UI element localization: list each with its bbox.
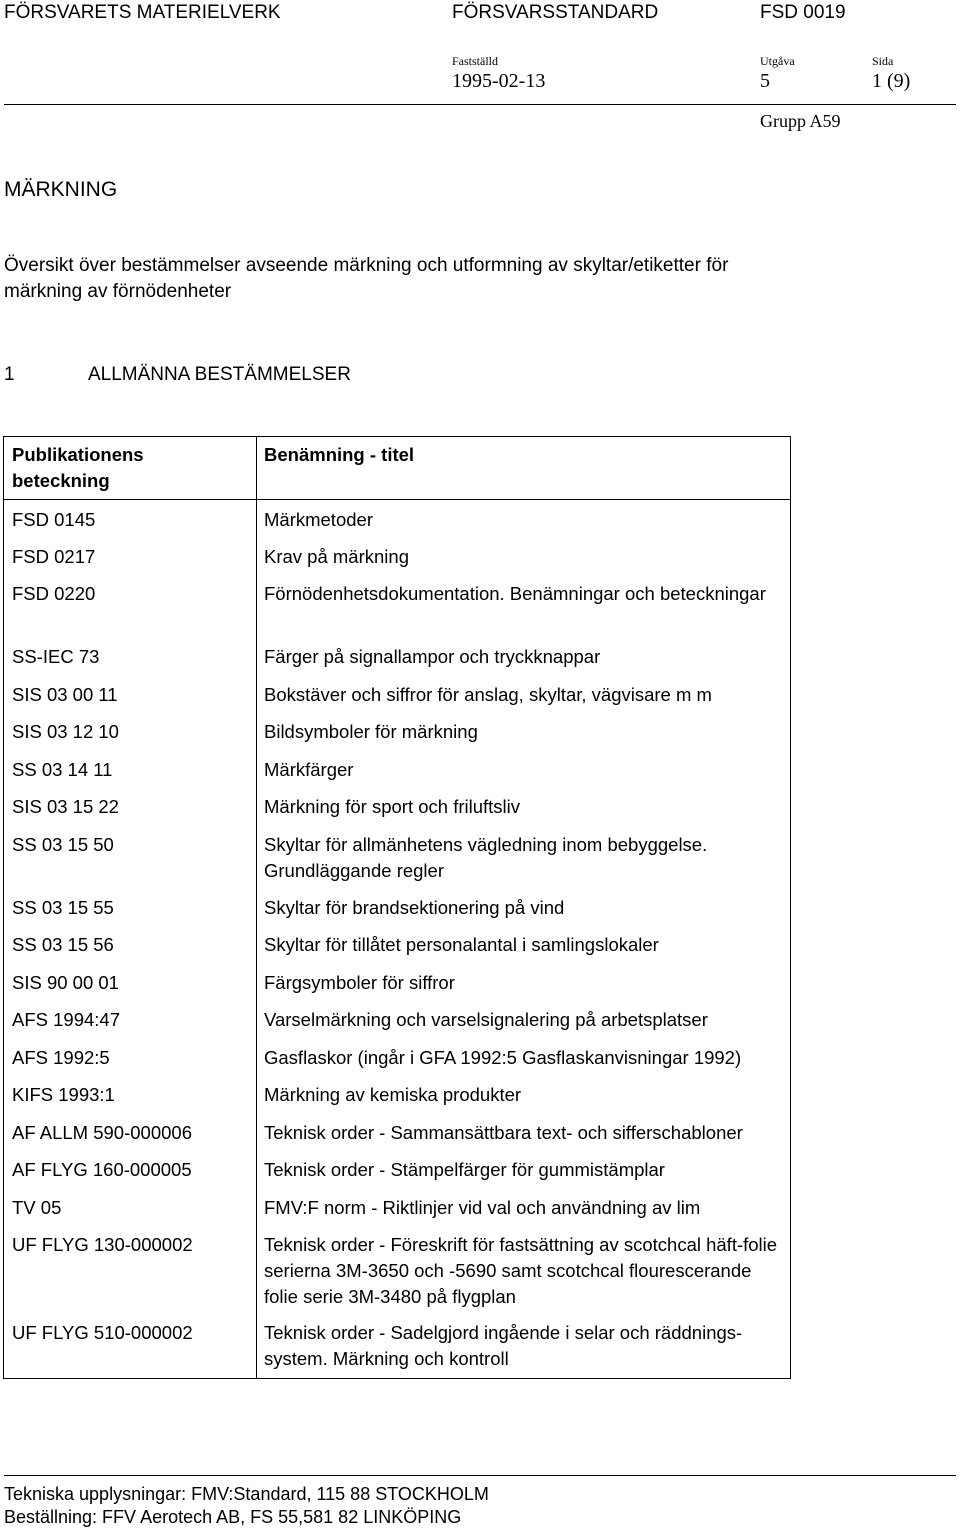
footer-ordering: Beställning: FFV Aerotech AB, FS 55,581 82 LINKÖPING bbox=[4, 1507, 462, 1527]
footer-divider bbox=[4, 1475, 956, 1476]
publication-title: Färgsymboler för siffror bbox=[264, 972, 455, 993]
publication-designation: SS-IEC 73 bbox=[12, 646, 100, 667]
publication-title: Teknisk order - Sadelgjord ingående i selar och räddnings-system. Märkning och kontroll bbox=[264, 1322, 743, 1369]
header-row-divider bbox=[4, 499, 790, 500]
publication-title: Bildsymboler för märkning bbox=[264, 721, 478, 742]
page-number: 1 (9) bbox=[872, 70, 911, 92]
publication-designation: UF FLYG 130-000002 bbox=[12, 1234, 193, 1255]
publication-title: Krav på märkning bbox=[264, 546, 409, 567]
publication-designation: AFS 1992:5 bbox=[12, 1047, 110, 1068]
publication-title: Teknisk order - Sammansättbara text- och sifferschabloner bbox=[264, 1122, 743, 1143]
footer-technical-info: Tekniska upplysningar: FMV:Standard, 115 88 STOCKHOLM bbox=[4, 1484, 489, 1504]
publication-title: Skyltar för allmänhetens vägledning inom bebyggelse. Grundläggande regler bbox=[264, 834, 708, 881]
header-divider bbox=[4, 104, 956, 105]
publication-title: Märkning av kemiska produkter bbox=[264, 1084, 522, 1105]
publication-title: Skyltar för tillåtet personalantal i samlingslokaler bbox=[264, 934, 659, 955]
column-divider bbox=[256, 437, 257, 1378]
publication-designation: SIS 90 00 01 bbox=[12, 972, 119, 993]
publication-title: Skyltar för brandsektionering på vind bbox=[264, 897, 565, 918]
publications-table bbox=[3, 436, 791, 1379]
publication-title: Bokstäver och siffror för anslag, skyltar, vägvisare m m bbox=[264, 684, 712, 705]
publication-title: Märkning för sport och friluftsliv bbox=[264, 796, 521, 817]
group-code: Grupp A59 bbox=[760, 111, 841, 131]
publication-title: Förnödenhetsdokumentation. Benämningar och beteckningar bbox=[264, 583, 766, 604]
section-heading bbox=[4, 364, 351, 386]
publication-title: Teknisk order - Stämpelfärger för gummistämplar bbox=[264, 1159, 665, 1180]
standard-label: FÖRSVARSSTANDARD bbox=[452, 2, 659, 23]
publication-title: Teknisk order - Föreskrift för fastsättning av scotchcal häft-folie serierna 3M-3650 och -5690 samt scotchcal flourescerande folie serie 3M-3480 på flygplan bbox=[264, 1234, 778, 1307]
publication-designation: SS 03 15 50 bbox=[12, 834, 114, 855]
edition-number: 5 bbox=[760, 70, 770, 92]
established-label: Fastställd bbox=[452, 54, 499, 68]
publication-title: Märkmetoder bbox=[264, 509, 373, 530]
publication-designation: SS 03 15 55 bbox=[12, 897, 114, 918]
section-number: 1 bbox=[4, 364, 15, 385]
section-title: ALLMÄNNA BESTÄMMELSER bbox=[88, 364, 351, 385]
publication-designation: FSD 0217 bbox=[12, 546, 96, 567]
publication-designation: SIS 03 00 11 bbox=[12, 684, 118, 705]
publication-title: Varselmärkning och varselsignalering på arbetsplatser bbox=[264, 1009, 708, 1030]
publication-designation: FSD 0145 bbox=[12, 509, 96, 530]
edition-label: Utgåva bbox=[760, 54, 795, 68]
publication-title: Färger på signallampor och tryckknappar bbox=[264, 646, 601, 667]
publication-designation: SS 03 15 56 bbox=[12, 934, 114, 955]
established-date: 1995-02-13 bbox=[452, 70, 546, 92]
column-header-designation: Publikationens beteckning bbox=[12, 444, 144, 491]
publication-designation: SS 03 14 11 bbox=[12, 759, 113, 780]
page-label: Sida bbox=[872, 54, 894, 68]
publication-designation: AFS 1994:47 bbox=[12, 1009, 120, 1030]
publication-designation: UF FLYG 510-000002 bbox=[12, 1322, 193, 1343]
publication-title: Märkfärger bbox=[264, 759, 354, 780]
organization-name: FÖRSVARETS MATERIELVERK bbox=[4, 2, 281, 23]
publication-designation: FSD 0220 bbox=[12, 583, 96, 604]
publication-designation: AF ALLM 590-000006 bbox=[12, 1122, 192, 1143]
publication-designation: SIS 03 15 22 bbox=[12, 796, 119, 817]
column-header-title: Benämning - titel bbox=[264, 444, 415, 465]
intro-paragraph: Översikt över bestämmelser avseende märkning och utformning av skyltar/etiketter för märkning av förnödenheter bbox=[4, 255, 729, 302]
publication-designation: SIS 03 12 10 bbox=[12, 721, 119, 742]
publication-title: FMV:F norm - Riktlinjer vid val och användning av lim bbox=[264, 1197, 701, 1218]
publication-designation: TV 05 bbox=[12, 1197, 62, 1218]
document-title: MÄRKNING bbox=[4, 178, 118, 201]
document-number: FSD 0019 bbox=[760, 2, 846, 23]
publication-designation: AF FLYG 160-000005 bbox=[12, 1159, 192, 1180]
publication-title: Gasflaskor (ingår i GFA 1992:5 Gasflaskanvisningar 1992) bbox=[264, 1047, 742, 1068]
publication-designation: KIFS 1993:1 bbox=[12, 1084, 115, 1105]
